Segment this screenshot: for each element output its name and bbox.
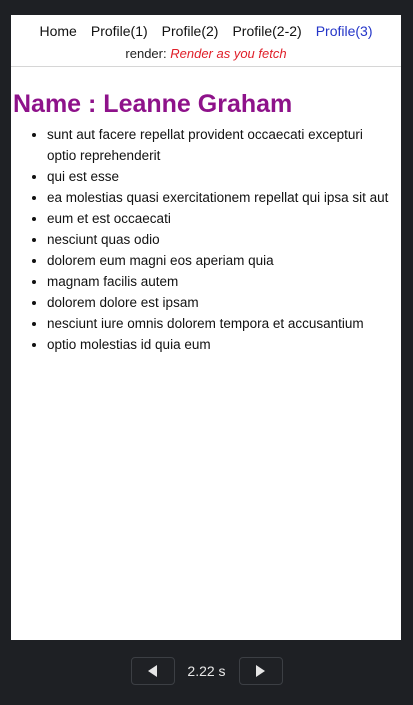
post-list-item: • nesciunt quas odio — [47, 229, 391, 250]
render-mode-line — [11, 46, 401, 62]
previous-step-button[interactable] — [131, 657, 175, 685]
nav-links — [11, 15, 401, 40]
post-list-item: • dolorem dolore est ipsam — [47, 292, 391, 313]
nav-link-profile-2[interactable]: Profile(2) — [161, 23, 219, 39]
render-mode-value: Render as you fetch — [170, 46, 287, 61]
post-list-item: • nesciunt iure omnis dolorem tempora et accusantium — [47, 313, 391, 334]
post-list — [13, 124, 401, 355]
nav-link-profile-1[interactable]: Profile(1) — [90, 23, 148, 39]
post-list-item: • optio molestias id quia eum — [47, 334, 391, 355]
profile-content — [11, 67, 401, 355]
triangle-left-icon — [148, 665, 157, 677]
nav-link-profile-3[interactable]: Profile(3) — [315, 23, 373, 39]
nav-link-home[interactable]: Home — [39, 23, 77, 39]
post-list-item: • magnam facilis autem — [47, 271, 391, 292]
profile-name-heading: Name : Leanne Graham — [13, 90, 293, 118]
post-list-item: • qui est esse — [47, 166, 391, 187]
app-viewport — [11, 15, 401, 640]
next-step-button[interactable] — [239, 657, 283, 685]
post-list-item: • sunt aut facere repellat provident occaecati excepturi optio reprehenderit — [47, 124, 391, 166]
triangle-right-icon — [256, 665, 265, 677]
playback-controls — [0, 657, 413, 685]
nav-link-profile-2-2[interactable]: Profile(2-2) — [232, 23, 302, 39]
post-list-item: • ea molestias quasi exercitationem repellat qui ipsa sit aut — [47, 187, 391, 208]
top-navigation — [11, 15, 401, 67]
post-list-item: • dolorem eum magni eos aperiam quia — [47, 250, 391, 271]
elapsed-time: 2.22 s — [187, 663, 226, 679]
post-list-item: • eum et est occaecati — [47, 208, 391, 229]
render-mode-label: render: — [125, 46, 167, 61]
